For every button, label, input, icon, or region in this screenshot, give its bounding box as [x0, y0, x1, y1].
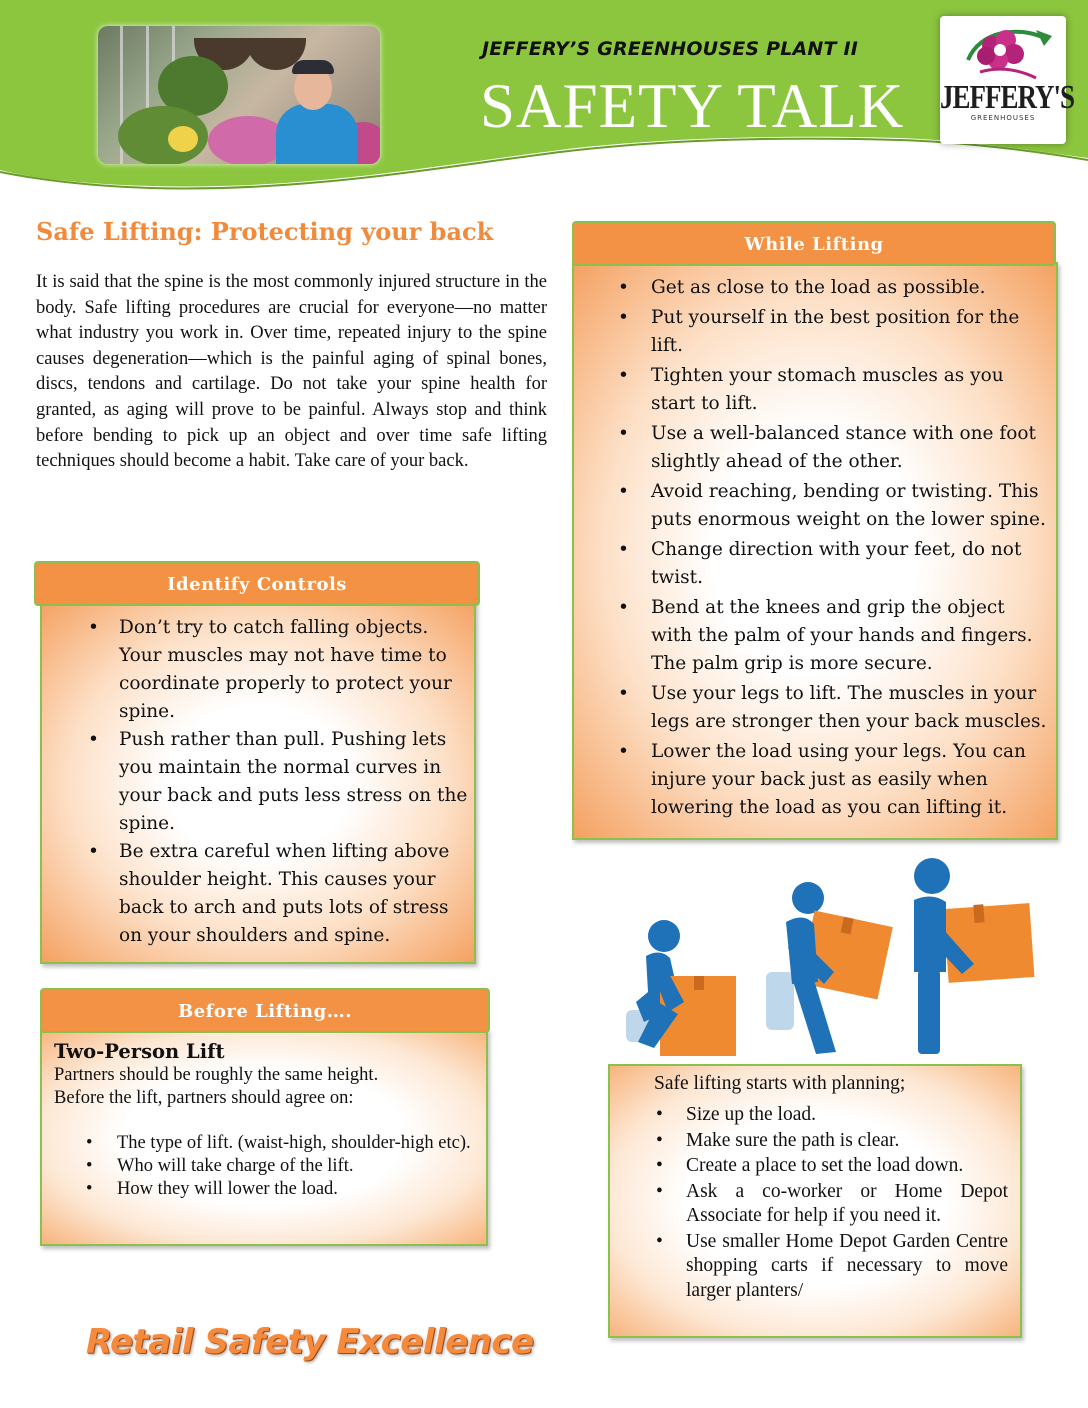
lifting-figures-icon	[608, 852, 1048, 1062]
intro-line: Partners should be roughly the same height.	[54, 1065, 379, 1085]
list-item: • Tighten your stomach muscles as you start to lift.	[584, 362, 1050, 418]
list-item: • Use smaller Home Depot Garden Centre shopping carts if necessary to move larger planters/	[654, 1230, 1008, 1304]
list-item: • Who will take charge of the lift.	[54, 1155, 474, 1178]
list-item: • Put yourself in the best position for the lift.	[584, 304, 1050, 360]
list-item: • Push rather than pull. Pushing lets you maintain the normal curves in your back and puts less stress on the spine.	[52, 726, 472, 838]
list-item: • Lower the load using your legs. You can injure your back just as easily when lowering the load as you can lifting it.	[584, 738, 1050, 822]
list-item: • The type of lift. (waist-high, shoulder-high etc).	[54, 1132, 474, 1155]
list-item: • Ask a co-worker or Home Depot Associate for help if you need it.	[654, 1180, 1008, 1229]
intro-line: Before the lift, partners should agree on:	[54, 1088, 354, 1108]
planning-intro: Safe lifting starts with planning;	[654, 1073, 906, 1094]
identify-controls-list	[52, 614, 472, 950]
list-item: • Make sure the path is clear.	[654, 1129, 1008, 1154]
page-title: SAFETY TALK	[480, 71, 905, 141]
list-item: • How they will lower the load.	[54, 1178, 474, 1201]
before-lifting-title: Before Lifting….	[40, 988, 490, 1033]
list-item: • Use a well-balanced stance with one foot slightly ahead of the other.	[584, 420, 1050, 476]
flower-logo-icon	[940, 16, 1066, 86]
while-lifting-title: While Lifting	[572, 221, 1056, 266]
list-item: • Don’t try to catch falling objects. Your muscles may not have time to coordinate properly to protect your spine.	[52, 614, 472, 726]
footer-slogan: Retail Safety Excellence	[86, 1322, 534, 1362]
intro-heading: Safe Lifting: Protecting your back	[36, 217, 494, 246]
header-photo	[98, 26, 380, 164]
list-item: • Be extra careful when lifting above shoulder height. This causes your back to arch and puts lots of stress on your shoulders and spine.	[52, 838, 472, 950]
while-lifting-list	[584, 274, 1050, 824]
planning-list	[654, 1103, 1008, 1304]
identify-controls-title: Identify Controls	[34, 561, 480, 606]
list-item: • Create a place to set the load down.	[654, 1154, 1008, 1179]
list-item: • Bend at the knees and grip the object with the palm of your hands and fingers. The palm grip is more secure.	[584, 594, 1050, 678]
list-item: • Avoid reaching, bending or twisting. This puts enormous weight on the lower spine.	[584, 478, 1050, 534]
logo-text: JEFFERY'S	[940, 78, 1075, 116]
company-name: JEFFERY’S GREENHOUSES PLANT II	[482, 38, 859, 60]
list-item: • Change direction with your feet, do not twist.	[584, 536, 1050, 592]
company-logo	[940, 16, 1075, 144]
list-item: • Get as close to the load as possible.	[584, 274, 1050, 302]
logo-subtext: GREENHOUSES	[970, 114, 1036, 122]
list-item: • Use your legs to lift. The muscles in your legs are stronger then your back muscles.	[584, 680, 1050, 736]
list-item: • Size up the load.	[654, 1103, 1008, 1128]
two-person-lift-intro	[54, 1064, 474, 1110]
intro-paragraph: It is said that the spine is the most commonly injured structure in the body. Safe lifting procedures are crucial for everyone—no matter what industry you work in. Over time, repeated injury to the spine causes degeneration—which is the painful aging of spinal bones, discs, tendons and cartilage. Do not take your spine health for granted, as aging will prove to be painful. Always stop and think before bending to pick up an object and over time safe lifting techniques should become a habit. Take care of your back.	[36, 272, 547, 472]
two-person-lift-heading: Two-Person Lift	[54, 1040, 225, 1063]
before-lifting-list	[54, 1132, 474, 1201]
